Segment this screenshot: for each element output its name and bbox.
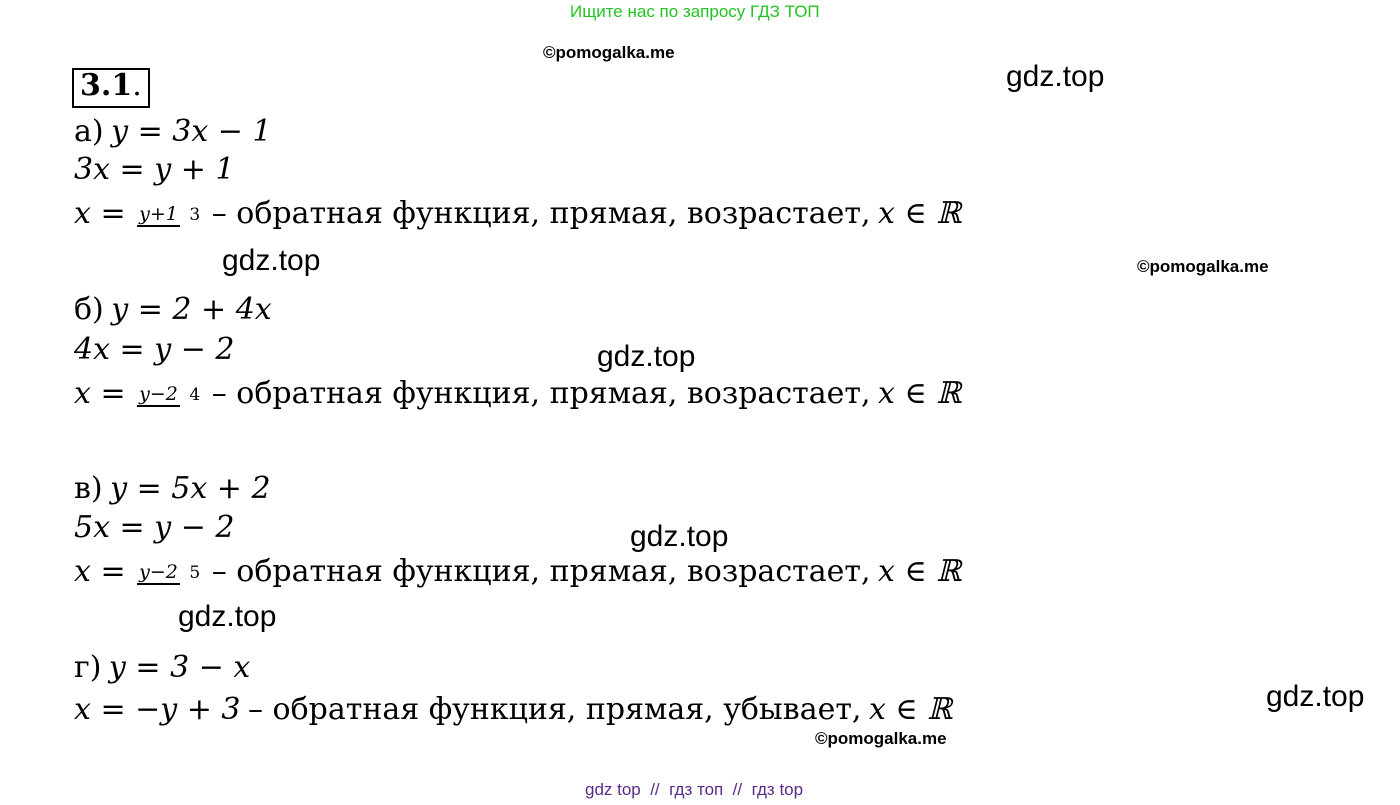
part-g-line-1 <box>74 646 250 686</box>
part-b-numerator: y−2 <box>139 383 178 406</box>
part-v-line-3 <box>74 550 961 604</box>
part-a-fraction <box>137 194 200 234</box>
part-v-denominator: 5 <box>189 563 201 584</box>
part-a-description: – обратная функция, прямая, возрастает, <box>211 196 871 232</box>
part-b-domain: x ∈ ℝ <box>878 376 962 412</box>
part-b-description: – обратная функция, прямая, возрастает, <box>211 376 871 412</box>
gdz-watermark-3: gdz.top <box>597 340 696 373</box>
pomogalka-watermark-mid: ©pomogalka.me <box>1137 257 1269 276</box>
part-g-label: г) <box>74 650 102 686</box>
part-a-line-3 <box>74 192 961 246</box>
part-v-label: в) <box>74 471 103 507</box>
part-b-equation: y = 2 + 4x <box>111 292 272 328</box>
pomogalka-watermark-top: ©pomogalka.me <box>543 43 675 62</box>
problem-number: 3.1. <box>80 68 142 103</box>
part-a-equation: y = 3x − 1 <box>111 114 272 150</box>
part-v-numerator: y−2 <box>139 561 178 584</box>
footer-links[interactable]: gdz top // гдз топ // гдз top <box>585 780 804 799</box>
part-b-denominator: 4 <box>189 385 201 406</box>
part-a-line-1 <box>74 110 272 150</box>
gdz-watermark-2: gdz.top <box>222 244 321 277</box>
part-v-line-1 <box>74 467 271 507</box>
part-g-line-2 <box>74 688 952 728</box>
part-b-x-eq: x = <box>74 376 126 412</box>
gdz-watermark-6: gdz.top <box>1266 680 1365 713</box>
part-g-x-expression: x = −y + 3 <box>74 692 241 728</box>
part-g-equation: y = 3 − x <box>108 650 251 686</box>
gdz-watermark-4: gdz.top <box>630 520 729 553</box>
part-a-line-2: 3x = y + 1 <box>74 152 235 187</box>
part-b-line-3 <box>74 372 961 426</box>
pomogalka-watermark-bottom: ©pomogalka.me <box>815 729 947 748</box>
search-hint: Ищите нас по запросу ГДЗ ТОП <box>570 2 820 21</box>
part-b-line-2: 4x = y − 2 <box>74 332 235 367</box>
part-v-fraction <box>137 552 200 592</box>
part-a-numerator: y+1 <box>139 203 178 226</box>
part-v-line-2: 5x = y − 2 <box>74 510 235 545</box>
part-a-x-eq: x = <box>74 196 126 232</box>
part-v-x-eq: x = <box>74 554 126 590</box>
part-v-description: – обратная функция, прямая, возрастает, <box>211 554 871 590</box>
part-a-domain: x ∈ ℝ <box>878 196 962 232</box>
part-v-equation: y = 5x + 2 <box>110 471 271 507</box>
gdz-watermark-5: gdz.top <box>178 600 277 633</box>
part-a-label: а) <box>74 114 104 150</box>
part-g-description: – обратная функция, прямая, убывает, <box>248 692 862 728</box>
part-b-fraction <box>137 374 200 414</box>
part-g-domain: x ∈ ℝ <box>868 692 953 728</box>
part-a-denominator: 3 <box>189 205 201 226</box>
part-b-line-1 <box>74 288 272 328</box>
gdz-watermark-1: gdz.top <box>1006 60 1105 93</box>
part-v-domain: x ∈ ℝ <box>878 554 962 590</box>
part-b-label: б) <box>74 292 104 328</box>
